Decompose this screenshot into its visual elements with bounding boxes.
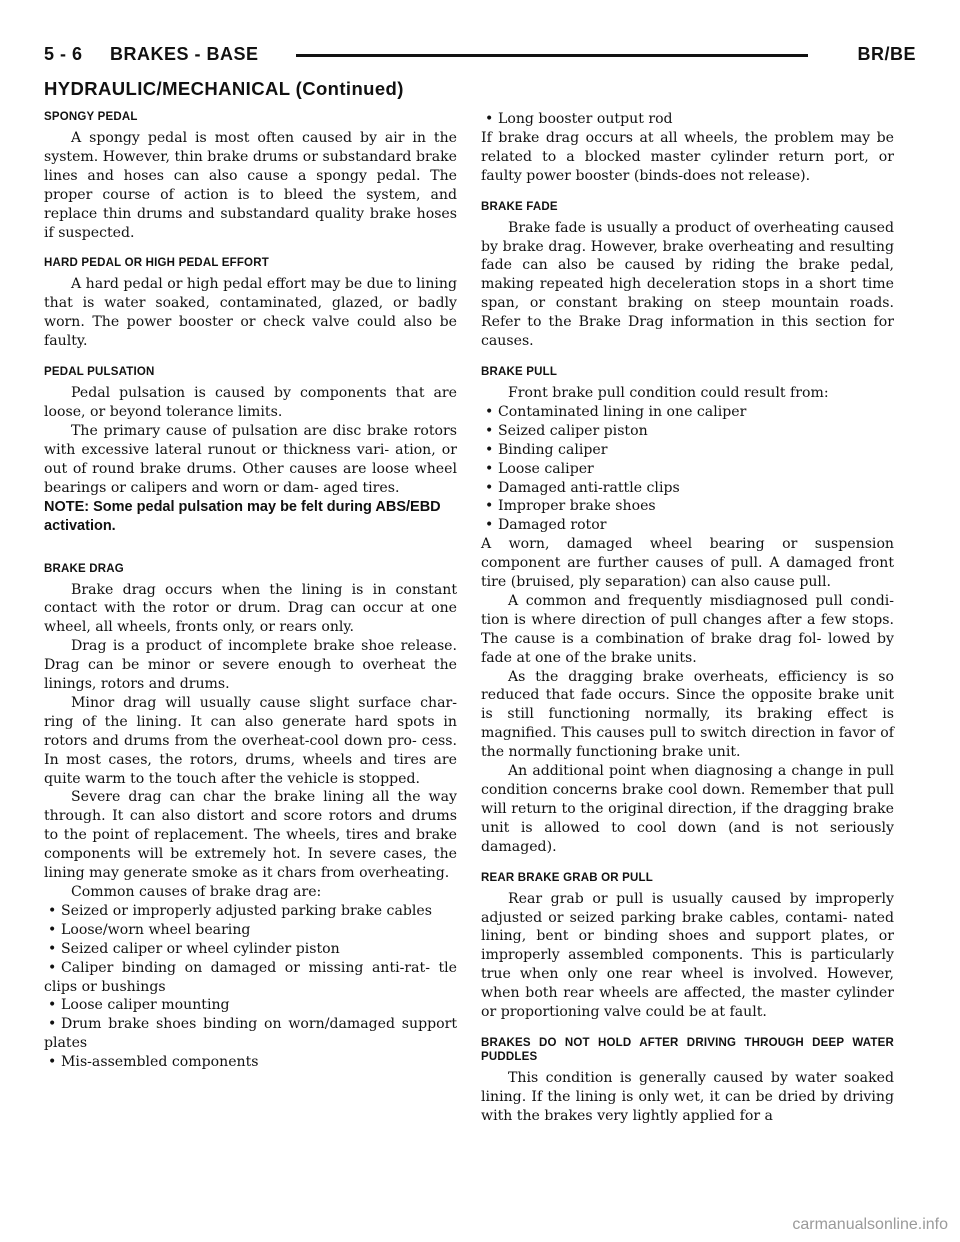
list-item: • Drum brake shoes binding on worn/damaged support plates	[44, 1016, 457, 1052]
paragraph: A common and frequently misdiagnosed pull condi- tion is where direction of pull changes after a few stops. The cause is a combination of brake drag fol- lowed by fade at one of the brake units.	[481, 592, 894, 666]
paragraph: Pedal pulsation is caused by components that are loose, or beyond tolerance limits.	[44, 385, 457, 420]
bullet-icon: •	[48, 921, 57, 938]
note: NOTE: Some pedal pulsation may be felt during ABS/EBD activation.	[44, 498, 441, 534]
paragraph: A spongy pedal is most often caused by air in the system. However, thin brake drums or substandard brake lines and hoses can also cause a spongy pedal. The proper course of action is to bleed the system, and replace thin drums and substandard quality brake hoses if suspected.	[44, 130, 457, 241]
section-title: HYDRAULIC/MECHANICAL (Continued)	[44, 78, 404, 99]
bullet-icon: •	[485, 441, 494, 458]
paragraph: Common causes of brake drag are:	[71, 884, 322, 900]
model-code: BR/BE	[857, 44, 916, 64]
list-item: • Mis-assembled components	[48, 1054, 259, 1071]
heading-brake-drag: BRAKE DRAG	[44, 562, 124, 575]
paragraph: If brake drag occurs at all wheels, the problem may be related to a blocked master cylinder return port, or faulty power booster (binds-does not release).	[481, 129, 894, 184]
heading-brake-fade: BRAKE FADE	[481, 200, 558, 213]
list-item: • Loose caliper	[485, 460, 594, 477]
header-rule	[296, 54, 808, 57]
list-item: • Seized caliper piston	[485, 422, 648, 439]
watermark: carmanualsonline.info	[792, 1216, 948, 1233]
bullet-icon: •	[485, 498, 494, 515]
right-column	[481, 110, 894, 1126]
list-item: • Loose caliper mounting	[48, 997, 230, 1014]
paragraph: Minor drag will usually cause slight surface char- ring of the lining. It can also generate hard spots in rotors and drums from the overheat-cool down pro- cess. In most cases, the rotors, drums, wheels and tires are quite warm to the touch after the vehicle is stopped.	[44, 694, 457, 787]
paragraph: As the dragging brake overheats, efficiency is so reduced that fade occurs. Since the opposite brake unit is still functioning normally, its braking effect is magnified. This causes pull to switch direction in favor of the normally functioning brake unit.	[481, 668, 894, 761]
bullet-icon: •	[485, 460, 494, 477]
list-item: • Damaged rotor	[485, 517, 607, 534]
paragraph: A hard pedal or high pedal effort may be due to lining that is water soaked, contaminated, glazed, or badly worn. The power booster or check valve could also be faulty.	[44, 276, 457, 350]
bullet-icon: •	[48, 1054, 57, 1071]
page-number-title: 5 - 6 BRAKES - BASE	[44, 44, 259, 64]
heading-rear-brake-grab: REAR BRAKE GRAB OR PULL	[481, 871, 653, 884]
list-item: • Damaged anti-rattle clips	[485, 479, 680, 496]
paragraph: Brake drag occurs when the lining is in constant contact with the rotor or drum. Drag can occur at one wheel, all wheels, fronts only, or rears only.	[44, 581, 457, 636]
heading-hard-pedal: HARD PEDAL OR HIGH PEDAL EFFORT	[44, 257, 269, 270]
bullet-icon: •	[48, 1016, 57, 1033]
paragraph: Severe drag can char the brake lining all the way through. It can also distort and score rotors and drums to the point of replacement. The wheels, tires and brake components will be extremely hot. In severe cases, the lining may generate smoke as it chars from overheating.	[44, 789, 457, 882]
bullet-icon: •	[48, 940, 57, 957]
bullet-icon: •	[485, 479, 494, 496]
list-item: • Seized or improperly adjusted parking brake cables	[48, 902, 432, 919]
heading-pedal-pulsation: PEDAL PULSATION	[44, 366, 155, 379]
list-item: • Seized caliper or wheel cylinder piston	[48, 940, 340, 957]
paragraph: An additional point when diagnosing a change in pull condition concerns brake cool down. Remember that pull will return to the original direction, if the dragging brake unit is allowed to cool down (and is not seriously damaged).	[481, 763, 894, 855]
list-item: • Contaminated lining in one caliper	[485, 403, 747, 420]
page-header	[44, 44, 916, 74]
bullet-icon: •	[48, 997, 57, 1014]
list-item: • Binding caliper	[485, 441, 608, 458]
list-item: • Caliper binding on damaged or missing anti-rat- tle clips or bushings	[44, 959, 457, 995]
bullet-icon: •	[485, 111, 494, 127]
paragraph: Drag is a product of incomplete brake shoe release. Drag can be minor or severe enough to overheat the linings, rotors and drums.	[44, 638, 457, 693]
paragraph: Brake fade is usually a product of overheating caused by brake drag. However, brake overheating and resulting fade can also be caused by riding the brake pedal, making repeated high deceleration stops in a short time span, or constant braking on steep mountain roads. Refer to the Brake Drag information in this section for causes.	[481, 219, 894, 350]
bullet-icon: •	[48, 959, 57, 976]
paragraph: This condition is generally caused by water soaked lining. If the lining is only wet, it can be dried by driving with the brakes very lightly applied for a	[481, 1069, 894, 1124]
bullet-icon: •	[485, 403, 494, 420]
paragraph: The primary cause of pulsation are disc brake rotors with excessive lateral runout or thickness vari- ation, or out of round brake drums. Other causes are loose wheel bearings or calipers and worn or dam- aged tires.	[44, 422, 457, 496]
list-item: • Long booster output rod	[485, 111, 673, 127]
heading-spongy-pedal: SPONGY PEDAL	[44, 111, 138, 123]
paragraph: A worn, damaged wheel bearing or suspension component are further causes of pull. A damaged front tire (bruised, ply separation) can also cause pull.	[481, 536, 894, 591]
heading-brake-pull: BRAKE PULL	[481, 365, 558, 378]
paragraph: Rear grab or pull is usually caused by improperly adjusted or seized parking brake cables, contami- nated lining, bent or binding shoes and support plates, or improperly assembled components. This is particularly true when only one rear wheel is involved. However, when both rear wheels are affected, the master cylinder or proportioning valve could be at fault.	[481, 890, 894, 1021]
list-item: • Loose/worn wheel bearing	[48, 921, 251, 938]
left-column	[44, 110, 457, 1072]
paragraph: Front brake pull condition could result from:	[508, 384, 829, 401]
heading-deep-water: BRAKES DO NOT HOLD AFTER DRIVING THROUGH DEEP WATER PUDDLES	[481, 1036, 894, 1063]
list-item: • Improper brake shoes	[485, 498, 656, 515]
bullet-icon: •	[48, 902, 57, 919]
bullet-icon: •	[485, 422, 494, 439]
bullet-icon: •	[485, 517, 494, 534]
